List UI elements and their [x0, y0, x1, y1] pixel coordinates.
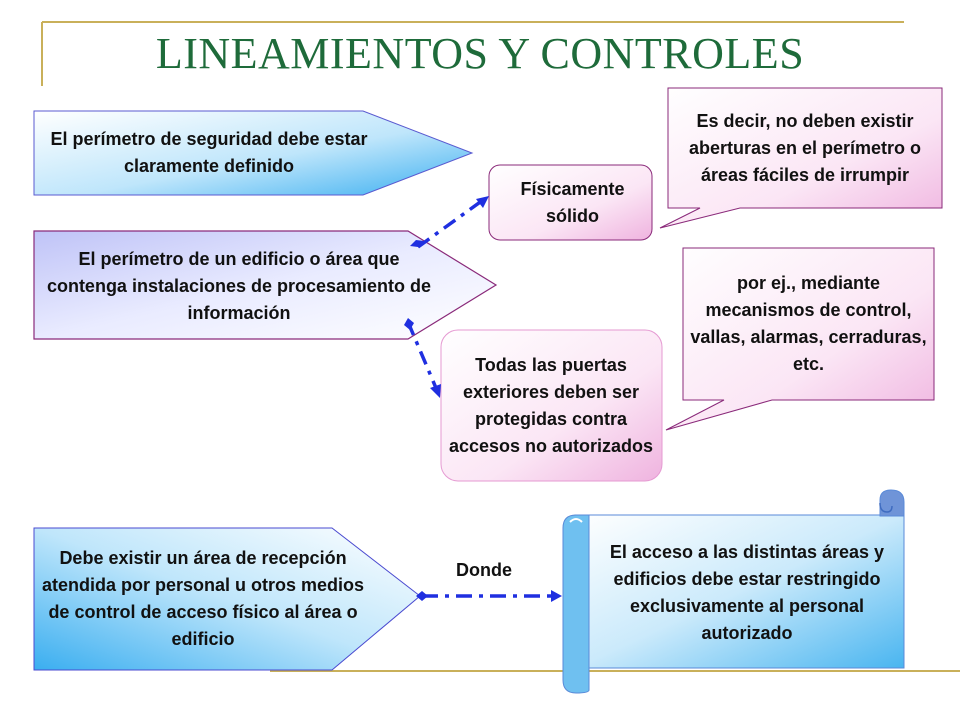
connector-label-donde: Donde [456, 559, 512, 580]
scroll-label: El acceso a las distintas áreas y edificios debe estar restringido exclusivamente al personal autorizado [609, 542, 885, 643]
arrow-top-label: El perímetro de seguridad debe estar claramente definido [50, 129, 368, 176]
box-doors-label: Todas las puertas exteriores deben ser protegidas contra accesos no autorizados [448, 355, 654, 456]
arrow-bottom-label: Debe existir un área de recepción atendida por personal u otros medios de control de acceso físico al área o edificio [41, 548, 365, 649]
callout-example-label: por ej., mediante mecanismos de control, vallas, alarmas, cerraduras, etc. [690, 273, 927, 374]
box-solid-label: Físicamente sólido [520, 179, 625, 226]
callout-openings-label: Es decir, no deben existir aberturas en el perímetro o áreas fáciles de irrumpir [688, 110, 922, 185]
page-title: LINEAMIENTOS Y CONTROLES [155, 29, 805, 78]
connector-donde [416, 590, 562, 602]
arrow-middle-label: El perímetro de un edificio o área que contenga instalaciones de procesamiento de información [46, 248, 432, 323]
